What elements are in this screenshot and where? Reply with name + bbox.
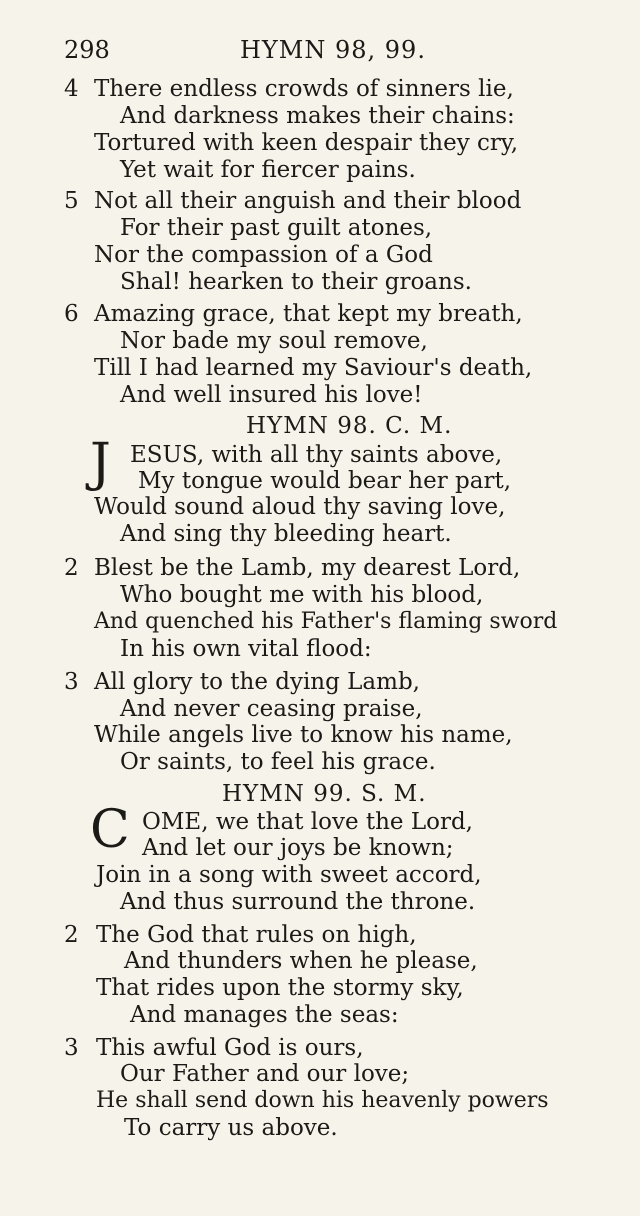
verse-line: And thus surround the throne.	[120, 889, 476, 915]
verse-line: He shall send down his heavenly powers	[96, 1088, 549, 1113]
verse-line: Shal! hearken to their groans.	[120, 269, 472, 295]
verse-line: For their past guilt atones,	[120, 215, 433, 241]
verse-line: In his own vital flood:	[120, 636, 372, 662]
verse-line: That rides upon the stormy sky,	[96, 975, 464, 1001]
verse-line: OME, we that love the Lord,	[142, 809, 473, 835]
verse-line: Join in a song with sweet accord,	[96, 862, 482, 888]
verse-line: And darkness makes their chains:	[120, 103, 515, 129]
verse-line: Blest be the Lamb, my dearest Lord,	[94, 555, 521, 581]
verse-line: Tortured with keen despair they cry,	[94, 130, 519, 156]
stanza-number: 5	[64, 188, 79, 214]
verse-line: Yet wait for fiercer pains.	[120, 157, 416, 183]
hymn-title: HYMN 98. C. M.	[246, 413, 453, 439]
stanza-number: 6	[64, 301, 79, 327]
verse-line: Who bought me with his blood,	[120, 582, 484, 608]
verse-line: Nor the compassion of a God	[94, 242, 433, 268]
verse-line: To carry us above.	[124, 1115, 338, 1141]
verse-line: And manages the seas:	[130, 1002, 399, 1028]
stanza-number: 3	[64, 1035, 79, 1061]
verse-line: Would sound aloud thy saving love,	[94, 494, 506, 520]
verse-line: ESUS, with all thy saints above,	[130, 442, 503, 468]
stanza-number: 2	[64, 922, 79, 948]
verse-line: This awful God is ours,	[96, 1035, 364, 1061]
verse-line: And sing thy bleeding heart.	[120, 521, 452, 547]
verse-line: And quenched his Father's flaming sword	[94, 609, 558, 634]
stanza-number: 2	[64, 555, 79, 581]
verse-line: And thunders when he please,	[124, 948, 478, 974]
verse-line: And let our joys be known;	[142, 835, 454, 861]
verse-line: And never ceasing praise,	[120, 696, 423, 722]
page-number: 298	[64, 36, 110, 64]
verse-line: Amazing grace, that kept my breath,	[94, 301, 523, 327]
verse-line: Till I had learned my Saviour's death,	[94, 355, 533, 381]
running-title: HYMN 98, 99.	[240, 36, 426, 64]
verse-line: All glory to the dying Lamb,	[94, 669, 420, 695]
drop-cap: C	[90, 800, 130, 860]
verse-line: There endless crowds of sinners lie,	[94, 76, 514, 102]
hymn-title: HYMN 99. S. M.	[222, 781, 427, 807]
verse-line: Or saints, to feel his grace.	[120, 749, 436, 775]
verse-line: Our Father and our love;	[120, 1061, 410, 1087]
stanza-number: 4	[64, 76, 79, 102]
drop-cap: J	[90, 433, 111, 493]
verse-line: Not all their anguish and their blood	[94, 188, 522, 214]
verse-line: My tongue would bear her part,	[138, 468, 512, 494]
verse-line: And well insured his love!	[120, 382, 423, 408]
verse-line: The God that rules on high,	[96, 922, 417, 948]
verse-line: While angels live to know his name,	[94, 722, 513, 748]
verse-line: Nor bade my soul remove,	[120, 328, 428, 354]
stanza-number: 3	[64, 669, 79, 695]
